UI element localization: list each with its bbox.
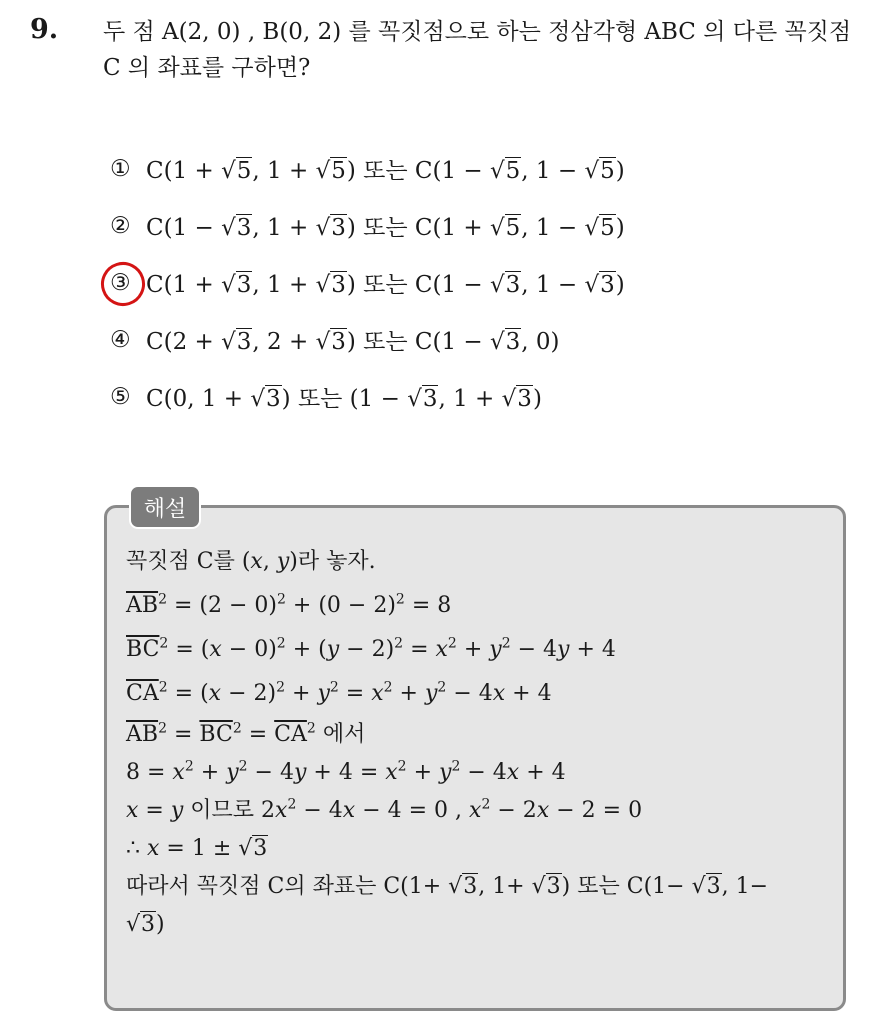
choice-number-marked: ③ bbox=[110, 270, 146, 296]
choice-number: ④ bbox=[110, 326, 131, 353]
solution-tag: 해설 bbox=[129, 485, 201, 529]
choice-1[interactable] bbox=[110, 140, 625, 197]
solution-line-2: $\overline{AB}^2 = (2 - 0)^2 + (0 - 2)^2 = 8$ bbox=[126, 591, 452, 618]
choice-number: ① bbox=[110, 155, 131, 182]
choice-text: C(1 + √3, 1 + √3) 또는 C(1 − √3, 1 − √3) bbox=[146, 272, 625, 298]
choice-text: C(2 + √3, 2 + √3) 또는 C(1 − √3, 0) bbox=[146, 329, 560, 355]
solution-line-7: x = y 이므로 $2x^2 - 4x - 4 = 0$ , $x^2 - 2x - 2 = 0$ bbox=[126, 796, 643, 823]
choice-number: ② bbox=[110, 212, 131, 239]
choice-text: C(0, 1 + √3) 또는 (1 − √3, 1 + √3) bbox=[146, 386, 542, 412]
choice-text: C(1 + √5, 1 + √5) 또는 C(1 − √5, 1 − √5) bbox=[146, 158, 625, 184]
solution-line-10: √3) bbox=[126, 912, 165, 937]
solution-line-5: $\overline{AB}^2 = \overline{BC}^2 = \overline{CA}^2$ 에서 bbox=[126, 720, 366, 747]
choice-3[interactable] bbox=[110, 254, 625, 311]
choice-number: ⑤ bbox=[110, 383, 131, 410]
solution-line-6: $8 = x^2 + y^2 - 4y + 4 = x^2 + y^2 - 4x + 4$ bbox=[126, 758, 566, 785]
solution-line-1: 꼭짓점 C를 (x, y)라 놓자. bbox=[126, 549, 376, 574]
question-text: 두 점 A(2, 0) , B(0, 2) 를 꼭짓점으로 하는 정삼각형 ABC 의 다른 꼭짓점 C 의 좌표를 구하면? bbox=[103, 19, 852, 81]
solution-line-3: $\overline{BC}^2 = (x - 0)^2 + (y - 2)^2 = x^2 + y^2 - 4y + 4$ bbox=[126, 635, 616, 662]
solution-line-8: ∴ x = 1 ± √3 bbox=[126, 836, 268, 861]
solution-line-9: 따라서 꼭짓점 C의 좌표는 C(1+ √3, 1+ √3) 또는 C(1− √3, 1− bbox=[126, 874, 769, 899]
answer-choices bbox=[110, 140, 625, 425]
choice-text: C(1 − √3, 1 + √3) 또는 C(1 + √5, 1 − √5) bbox=[146, 215, 625, 241]
solution-line-4: $\overline{CA}^2 = (x - 2)^2 + y^2 = x^2 + y^2 - 4x + 4$ bbox=[126, 679, 552, 706]
solution-content bbox=[126, 540, 831, 944]
sqrt-symbol: √5 bbox=[221, 158, 252, 184]
choice-4[interactable] bbox=[110, 311, 625, 368]
choice-2[interactable] bbox=[110, 197, 625, 254]
choice-5[interactable] bbox=[110, 368, 625, 425]
question-number: 9. bbox=[30, 14, 59, 45]
